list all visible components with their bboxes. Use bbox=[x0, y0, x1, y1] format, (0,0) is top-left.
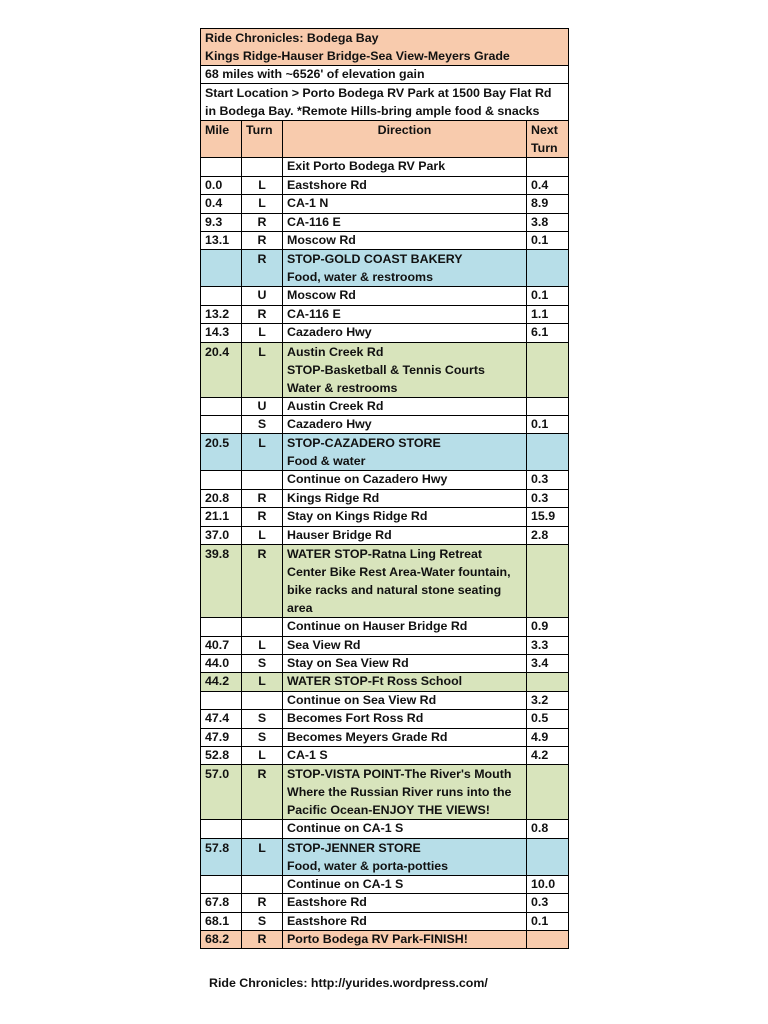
column-header-next-turn bbox=[527, 121, 569, 158]
cue-direction bbox=[283, 838, 527, 875]
cue-row bbox=[201, 691, 569, 709]
cue-direction bbox=[283, 489, 527, 507]
cue-next-turn bbox=[527, 397, 569, 415]
cue-mile: 52.8 bbox=[201, 746, 242, 764]
cue-mile: 9.3 bbox=[201, 213, 242, 231]
cue-direction-line: WATER STOP-Ratna Ling Retreat bbox=[287, 547, 483, 562]
cue-row bbox=[201, 176, 569, 194]
cue-direction bbox=[283, 691, 527, 709]
cue-mile: 20.5 bbox=[201, 434, 242, 471]
cue-turn: R bbox=[242, 545, 283, 618]
cue-turn: S bbox=[242, 710, 283, 728]
cue-turn: R bbox=[242, 250, 283, 287]
cue-direction-line: area bbox=[287, 601, 313, 616]
cue-next-turn: 0.5 bbox=[527, 710, 569, 728]
cue-direction-line: Becomes Meyers Grade Rd bbox=[287, 729, 448, 744]
cue-row bbox=[201, 820, 569, 838]
cue-mile bbox=[201, 250, 242, 287]
cue-next-turn: 1.1 bbox=[527, 305, 569, 323]
start-location-row bbox=[201, 84, 569, 121]
cue-mile: 44.0 bbox=[201, 654, 242, 672]
cue-direction-line: CA-116 E bbox=[287, 214, 341, 229]
cue-direction bbox=[283, 324, 527, 342]
cue-mile: 39.8 bbox=[201, 545, 242, 618]
cue-direction-line: Becomes Fort Ross Rd bbox=[287, 711, 424, 726]
cue-row bbox=[201, 838, 569, 875]
cue-direction-line: CA-1 N bbox=[287, 196, 329, 211]
cue-next-turn: 3.3 bbox=[527, 636, 569, 654]
cue-turn: S bbox=[242, 912, 283, 930]
cue-turn: L bbox=[242, 636, 283, 654]
ride-title bbox=[201, 29, 569, 66]
cue-turn: L bbox=[242, 195, 283, 213]
cue-row bbox=[201, 746, 569, 764]
cue-row bbox=[201, 158, 569, 176]
cue-turn: R bbox=[242, 894, 283, 912]
cue-mile bbox=[201, 416, 242, 434]
cue-next-turn bbox=[527, 342, 569, 397]
cue-row bbox=[201, 875, 569, 893]
cue-mile: 47.9 bbox=[201, 728, 242, 746]
cue-next-turn: 0.9 bbox=[527, 618, 569, 636]
cue-next-turn: 6.1 bbox=[527, 324, 569, 342]
cue-direction bbox=[283, 728, 527, 746]
cue-direction-line: Water & restrooms bbox=[287, 380, 398, 395]
cue-turn: L bbox=[242, 526, 283, 544]
cue-direction bbox=[283, 746, 527, 764]
cue-row bbox=[201, 471, 569, 489]
cue-row bbox=[201, 894, 569, 912]
cue-direction bbox=[283, 232, 527, 250]
cue-direction-line: Food & water bbox=[287, 454, 366, 469]
cue-mile bbox=[201, 691, 242, 709]
cue-turn: S bbox=[242, 728, 283, 746]
cue-next-turn: 0.4 bbox=[527, 176, 569, 194]
cue-row bbox=[201, 912, 569, 930]
cue-direction-line: Where the Russian River runs into the bbox=[287, 785, 512, 800]
cue-turn: R bbox=[242, 508, 283, 526]
cue-direction-line: Stay on Kings Ridge Rd bbox=[287, 509, 428, 524]
cue-row bbox=[201, 710, 569, 728]
cue-turn: R bbox=[242, 765, 283, 820]
cue-next-turn bbox=[527, 930, 569, 948]
cue-direction-line: STOP-JENNER STORE bbox=[287, 840, 421, 855]
cue-direction-line: Moscow Rd bbox=[287, 288, 356, 303]
cue-direction-line: Austin Creek Rd bbox=[287, 344, 384, 359]
cue-mile bbox=[201, 618, 242, 636]
cue-mile bbox=[201, 875, 242, 893]
distance-summary: 68 miles with ~6526' of elevation gain bbox=[201, 66, 569, 84]
cue-row bbox=[201, 213, 569, 231]
cue-direction-line: Kings Ridge Rd bbox=[287, 490, 380, 505]
cue-row bbox=[201, 342, 569, 397]
column-header-next-line2: Turn bbox=[531, 141, 558, 156]
cue-direction-line: Hauser Bridge Rd bbox=[287, 527, 392, 542]
cue-turn: S bbox=[242, 416, 283, 434]
cue-next-turn: 0.8 bbox=[527, 820, 569, 838]
cue-direction bbox=[283, 654, 527, 672]
cue-turn bbox=[242, 875, 283, 893]
cue-turn: L bbox=[242, 673, 283, 691]
cue-direction bbox=[283, 710, 527, 728]
cue-next-turn bbox=[527, 250, 569, 287]
cue-next-turn: 3.8 bbox=[527, 213, 569, 231]
cue-direction bbox=[283, 195, 527, 213]
cue-row bbox=[201, 545, 569, 618]
cue-next-turn: 0.1 bbox=[527, 287, 569, 305]
cue-next-turn: 3.2 bbox=[527, 691, 569, 709]
cue-turn: R bbox=[242, 930, 283, 948]
cue-row bbox=[201, 232, 569, 250]
cue-next-turn bbox=[527, 673, 569, 691]
cue-next-turn: 4.9 bbox=[527, 728, 569, 746]
cue-turn: L bbox=[242, 324, 283, 342]
cue-row bbox=[201, 930, 569, 948]
cue-direction-line: Eastshore Rd bbox=[287, 913, 367, 928]
cue-direction bbox=[283, 820, 527, 838]
cue-direction-line: CA-1 S bbox=[287, 747, 328, 762]
cue-turn: S bbox=[242, 654, 283, 672]
cue-direction bbox=[283, 636, 527, 654]
cue-row bbox=[201, 765, 569, 820]
cue-direction-line: Food, water & porta-potties bbox=[287, 858, 449, 873]
cue-next-turn: 4.2 bbox=[527, 746, 569, 764]
cue-mile: 68.2 bbox=[201, 930, 242, 948]
cue-row bbox=[201, 654, 569, 672]
cue-direction-line: bike racks and natural stone seating bbox=[287, 583, 502, 598]
cue-next-turn bbox=[527, 765, 569, 820]
cue-mile: 57.0 bbox=[201, 765, 242, 820]
cue-turn: R bbox=[242, 305, 283, 323]
cue-direction bbox=[283, 287, 527, 305]
cue-turn: U bbox=[242, 287, 283, 305]
cue-row bbox=[201, 416, 569, 434]
cue-direction-line: Austin Creek Rd bbox=[287, 398, 384, 413]
cue-direction bbox=[283, 765, 527, 820]
cue-direction bbox=[283, 875, 527, 893]
cue-mile: 57.8 bbox=[201, 838, 242, 875]
cue-direction bbox=[283, 545, 527, 618]
cue-next-turn: 0.1 bbox=[527, 232, 569, 250]
cue-row bbox=[201, 397, 569, 415]
cue-turn: L bbox=[242, 342, 283, 397]
cue-mile: 40.7 bbox=[201, 636, 242, 654]
cue-mile bbox=[201, 471, 242, 489]
column-header-direction: Direction bbox=[283, 121, 527, 158]
cue-direction-line: Center Bike Rest Area-Water fountain, bbox=[287, 565, 511, 580]
cue-direction bbox=[283, 508, 527, 526]
cue-turn: L bbox=[242, 176, 283, 194]
cue-direction bbox=[283, 618, 527, 636]
cue-mile bbox=[201, 397, 242, 415]
cue-direction bbox=[283, 930, 527, 948]
cue-direction bbox=[283, 471, 527, 489]
cue-row bbox=[201, 324, 569, 342]
cue-direction-line: STOP-Basketball & Tennis Courts bbox=[287, 362, 485, 377]
cue-mile: 13.1 bbox=[201, 232, 242, 250]
cue-direction-line: Continue on Sea View Rd bbox=[287, 692, 437, 707]
cue-mile bbox=[201, 287, 242, 305]
cue-next-turn: 0.3 bbox=[527, 471, 569, 489]
cue-mile: 20.8 bbox=[201, 489, 242, 507]
cue-row bbox=[201, 489, 569, 507]
cue-turn bbox=[242, 158, 283, 176]
cue-next-turn bbox=[527, 158, 569, 176]
cue-mile bbox=[201, 820, 242, 838]
cue-direction-line: Cazadero Hwy bbox=[287, 417, 372, 432]
cue-mile: 0.0 bbox=[201, 176, 242, 194]
cue-direction-line: CA-116 E bbox=[287, 306, 341, 321]
cue-next-turn bbox=[527, 838, 569, 875]
cue-direction bbox=[283, 434, 527, 471]
cue-mile: 21.1 bbox=[201, 508, 242, 526]
cue-next-turn: 0.1 bbox=[527, 912, 569, 930]
start-location-line2: in Bodega Bay. *Remote Hills-bring ample food & snacks bbox=[205, 104, 540, 119]
cue-direction bbox=[283, 526, 527, 544]
cue-direction-line: Continue on CA-1 S bbox=[287, 876, 404, 891]
cue-turn bbox=[242, 691, 283, 709]
cue-row bbox=[201, 618, 569, 636]
cue-direction-line: STOP-GOLD COAST BAKERY bbox=[287, 252, 463, 267]
cue-mile: 67.8 bbox=[201, 894, 242, 912]
cue-mile: 0.4 bbox=[201, 195, 242, 213]
column-header-turn: Turn bbox=[242, 121, 283, 158]
cue-next-turn: 10.0 bbox=[527, 875, 569, 893]
cue-direction-line: Eastshore Rd bbox=[287, 177, 367, 192]
cue-row bbox=[201, 434, 569, 471]
cue-direction bbox=[283, 176, 527, 194]
cue-next-turn bbox=[527, 434, 569, 471]
cue-row bbox=[201, 305, 569, 323]
start-location bbox=[201, 84, 569, 121]
cue-direction-line: Food, water & restrooms bbox=[287, 270, 433, 285]
title-row bbox=[201, 29, 569, 66]
cue-direction bbox=[283, 158, 527, 176]
cue-row bbox=[201, 636, 569, 654]
cue-row bbox=[201, 728, 569, 746]
cue-next-turn bbox=[527, 545, 569, 618]
cue-direction-line: Stay on Sea View Rd bbox=[287, 655, 409, 670]
column-header-row bbox=[201, 121, 569, 158]
cue-direction bbox=[283, 342, 527, 397]
cue-turn bbox=[242, 471, 283, 489]
cue-direction bbox=[283, 912, 527, 930]
cue-row bbox=[201, 673, 569, 691]
cue-direction-line: Cazadero Hwy bbox=[287, 325, 372, 340]
cue-turn: L bbox=[242, 746, 283, 764]
cue-direction bbox=[283, 894, 527, 912]
cue-direction-line: Continue on Hauser Bridge Rd bbox=[287, 619, 468, 634]
cue-next-turn: 8.9 bbox=[527, 195, 569, 213]
cue-row bbox=[201, 287, 569, 305]
cue-turn bbox=[242, 618, 283, 636]
cue-turn: U bbox=[242, 397, 283, 415]
cue-sheet-table bbox=[200, 28, 569, 949]
cue-next-turn: 15.9 bbox=[527, 508, 569, 526]
cue-mile: 44.2 bbox=[201, 673, 242, 691]
cue-direction-line: Moscow Rd bbox=[287, 233, 356, 248]
cue-mile: 47.4 bbox=[201, 710, 242, 728]
cue-mile: 13.2 bbox=[201, 305, 242, 323]
cue-turn: R bbox=[242, 489, 283, 507]
cue-direction-line: STOP-CAZADERO STORE bbox=[287, 436, 441, 451]
ride-title-line2: Kings Ridge-Hauser Bridge-Sea View-Meyers Grade bbox=[205, 49, 510, 63]
cue-direction-line: Pacific Ocean-ENJOY THE VIEWS! bbox=[287, 803, 490, 818]
cue-row bbox=[201, 526, 569, 544]
cue-direction-line: Exit Porto Bodega RV Park bbox=[287, 159, 446, 174]
cue-direction-line: Porto Bodega RV Park-FINISH! bbox=[287, 931, 468, 946]
ride-title-line1: Ride Chronicles: Bodega Bay bbox=[205, 31, 379, 45]
cue-direction bbox=[283, 416, 527, 434]
cue-mile: 68.1 bbox=[201, 912, 242, 930]
cue-direction bbox=[283, 673, 527, 691]
cue-direction bbox=[283, 305, 527, 323]
column-header-next-line1: Next bbox=[531, 123, 558, 138]
column-header-mile: Mile bbox=[201, 121, 242, 158]
cue-direction-line: STOP-VISTA POINT-The River's Mouth bbox=[287, 767, 512, 782]
cue-direction bbox=[283, 397, 527, 415]
cue-direction-line: Sea View Rd bbox=[287, 637, 361, 652]
cue-next-turn: 0.3 bbox=[527, 894, 569, 912]
cue-next-turn: 0.3 bbox=[527, 489, 569, 507]
start-location-line1: Start Location > Porto Bodega RV Park at 1500 Bay Flat Rd bbox=[205, 86, 552, 101]
cue-direction bbox=[283, 250, 527, 287]
cue-mile: 14.3 bbox=[201, 324, 242, 342]
cue-next-turn: 2.8 bbox=[527, 526, 569, 544]
cue-direction bbox=[283, 213, 527, 231]
cue-turn bbox=[242, 820, 283, 838]
cue-row bbox=[201, 250, 569, 287]
cue-turn: L bbox=[242, 838, 283, 875]
cue-turn: R bbox=[242, 232, 283, 250]
cue-row bbox=[201, 508, 569, 526]
cue-next-turn: 0.1 bbox=[527, 416, 569, 434]
footer-credit: Ride Chronicles: http://yurides.wordpress.com/ bbox=[209, 976, 488, 990]
cue-direction-line: WATER STOP-Ft Ross School bbox=[287, 674, 463, 689]
cue-direction-line: Continue on CA-1 S bbox=[287, 821, 404, 836]
cue-mile: 37.0 bbox=[201, 526, 242, 544]
cue-direction-line: Eastshore Rd bbox=[287, 895, 367, 910]
cue-mile: 20.4 bbox=[201, 342, 242, 397]
distance-row bbox=[201, 66, 569, 84]
cue-row bbox=[201, 195, 569, 213]
cue-next-turn: 3.4 bbox=[527, 654, 569, 672]
cue-turn: L bbox=[242, 434, 283, 471]
cue-direction-line: Continue on Cazadero Hwy bbox=[287, 472, 448, 487]
cue-turn: R bbox=[242, 213, 283, 231]
cue-mile bbox=[201, 158, 242, 176]
